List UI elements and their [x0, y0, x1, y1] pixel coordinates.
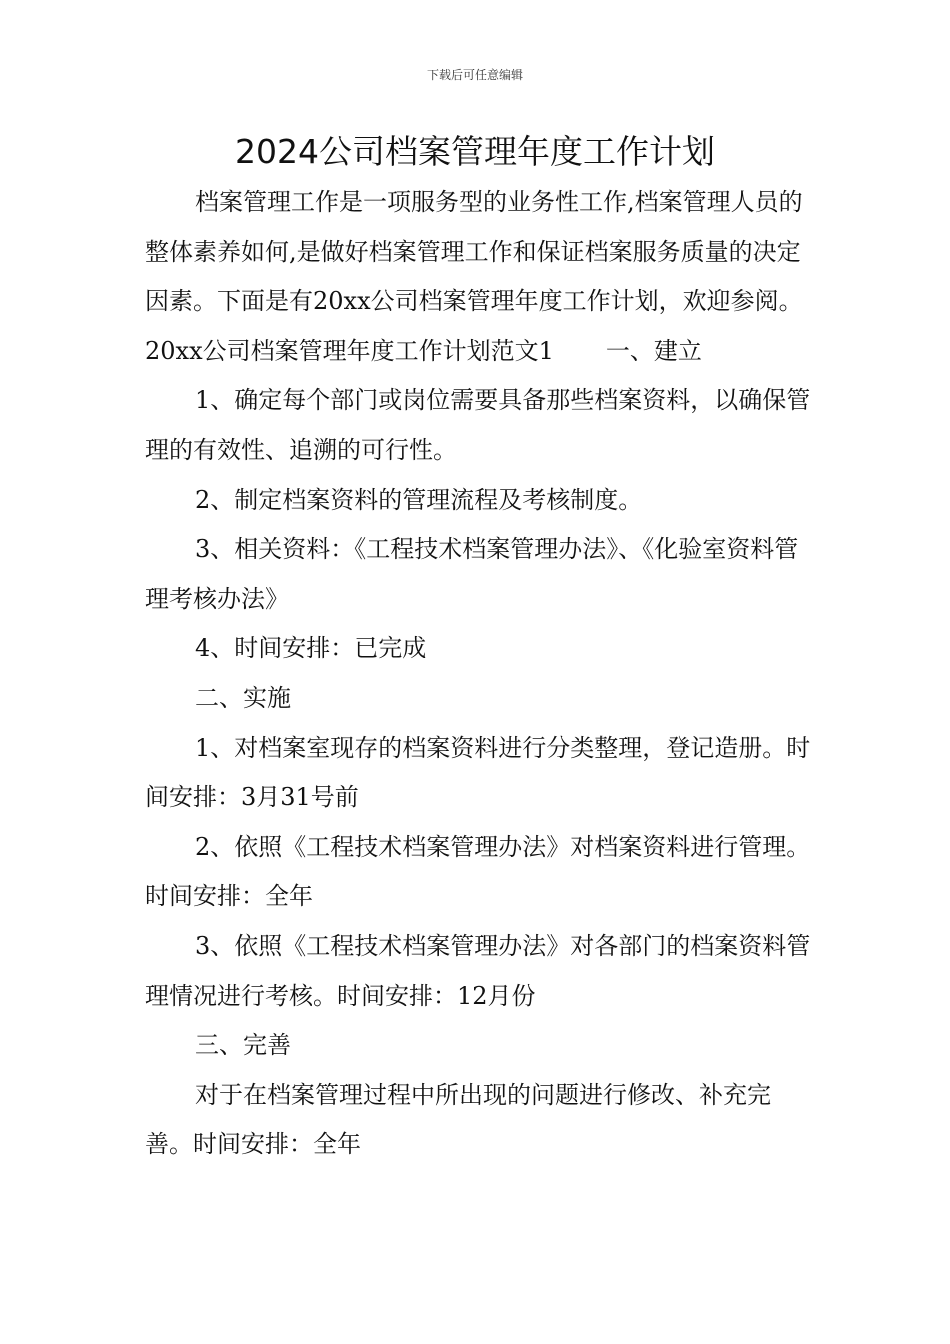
section-heading-part: 一、建立: [605, 336, 702, 365]
paragraph-10: 对于在档案管理过程中所出现的问题进行修改、补充完善。时间安排：全年: [145, 1080, 771, 1159]
paragraph-2: 2、制定档案资料的管理流程及考核制度。: [195, 485, 643, 514]
document-body: [145, 178, 815, 1170]
paragraph-3: 3、相关资料：《工程技术档案管理办法》、《化验室资料管理考核办法》: [145, 535, 799, 613]
section-heading-title: 20xx公司档案管理年度工作计划范文1: [145, 336, 554, 365]
paragraph-7: 2、依照《工程技术档案管理办法》对档案资料进行管理。时间安排：全年: [145, 832, 811, 911]
paragraph-9: 三、完善: [195, 1031, 291, 1060]
intro-paragraph: 档案管理工作是一项服务型的业务性工作,档案管理人员的整体素养如何,是做好档案管理工作和保证档案服务质量的决定因素。下面是有20xx公司档案管理年度工作计划，欢迎参阅。: [145, 188, 803, 316]
header-note: 下载后可任意编辑: [426, 68, 523, 82]
paragraph-4: 4、时间安排：已完成: [195, 634, 427, 663]
paragraph-5: 二、实施: [195, 683, 291, 712]
paragraph-1: 1、确定每个部门或岗位需要具备那些档案资料，以确保管理的有效性、追溯的可行性。: [145, 386, 811, 464]
document-title: 2024公司档案管理年度工作计划: [235, 132, 715, 171]
paragraph-6: 1、对档案室现存的档案资料进行分类整理，登记造册。时间安排：3月31号前: [145, 733, 811, 812]
paragraph-8: 3、依照《工程技术档案管理办法》对各部门的档案资料管理情况进行考核。时间安排：12月份: [145, 931, 811, 1010]
section-heading: [145, 327, 815, 377]
